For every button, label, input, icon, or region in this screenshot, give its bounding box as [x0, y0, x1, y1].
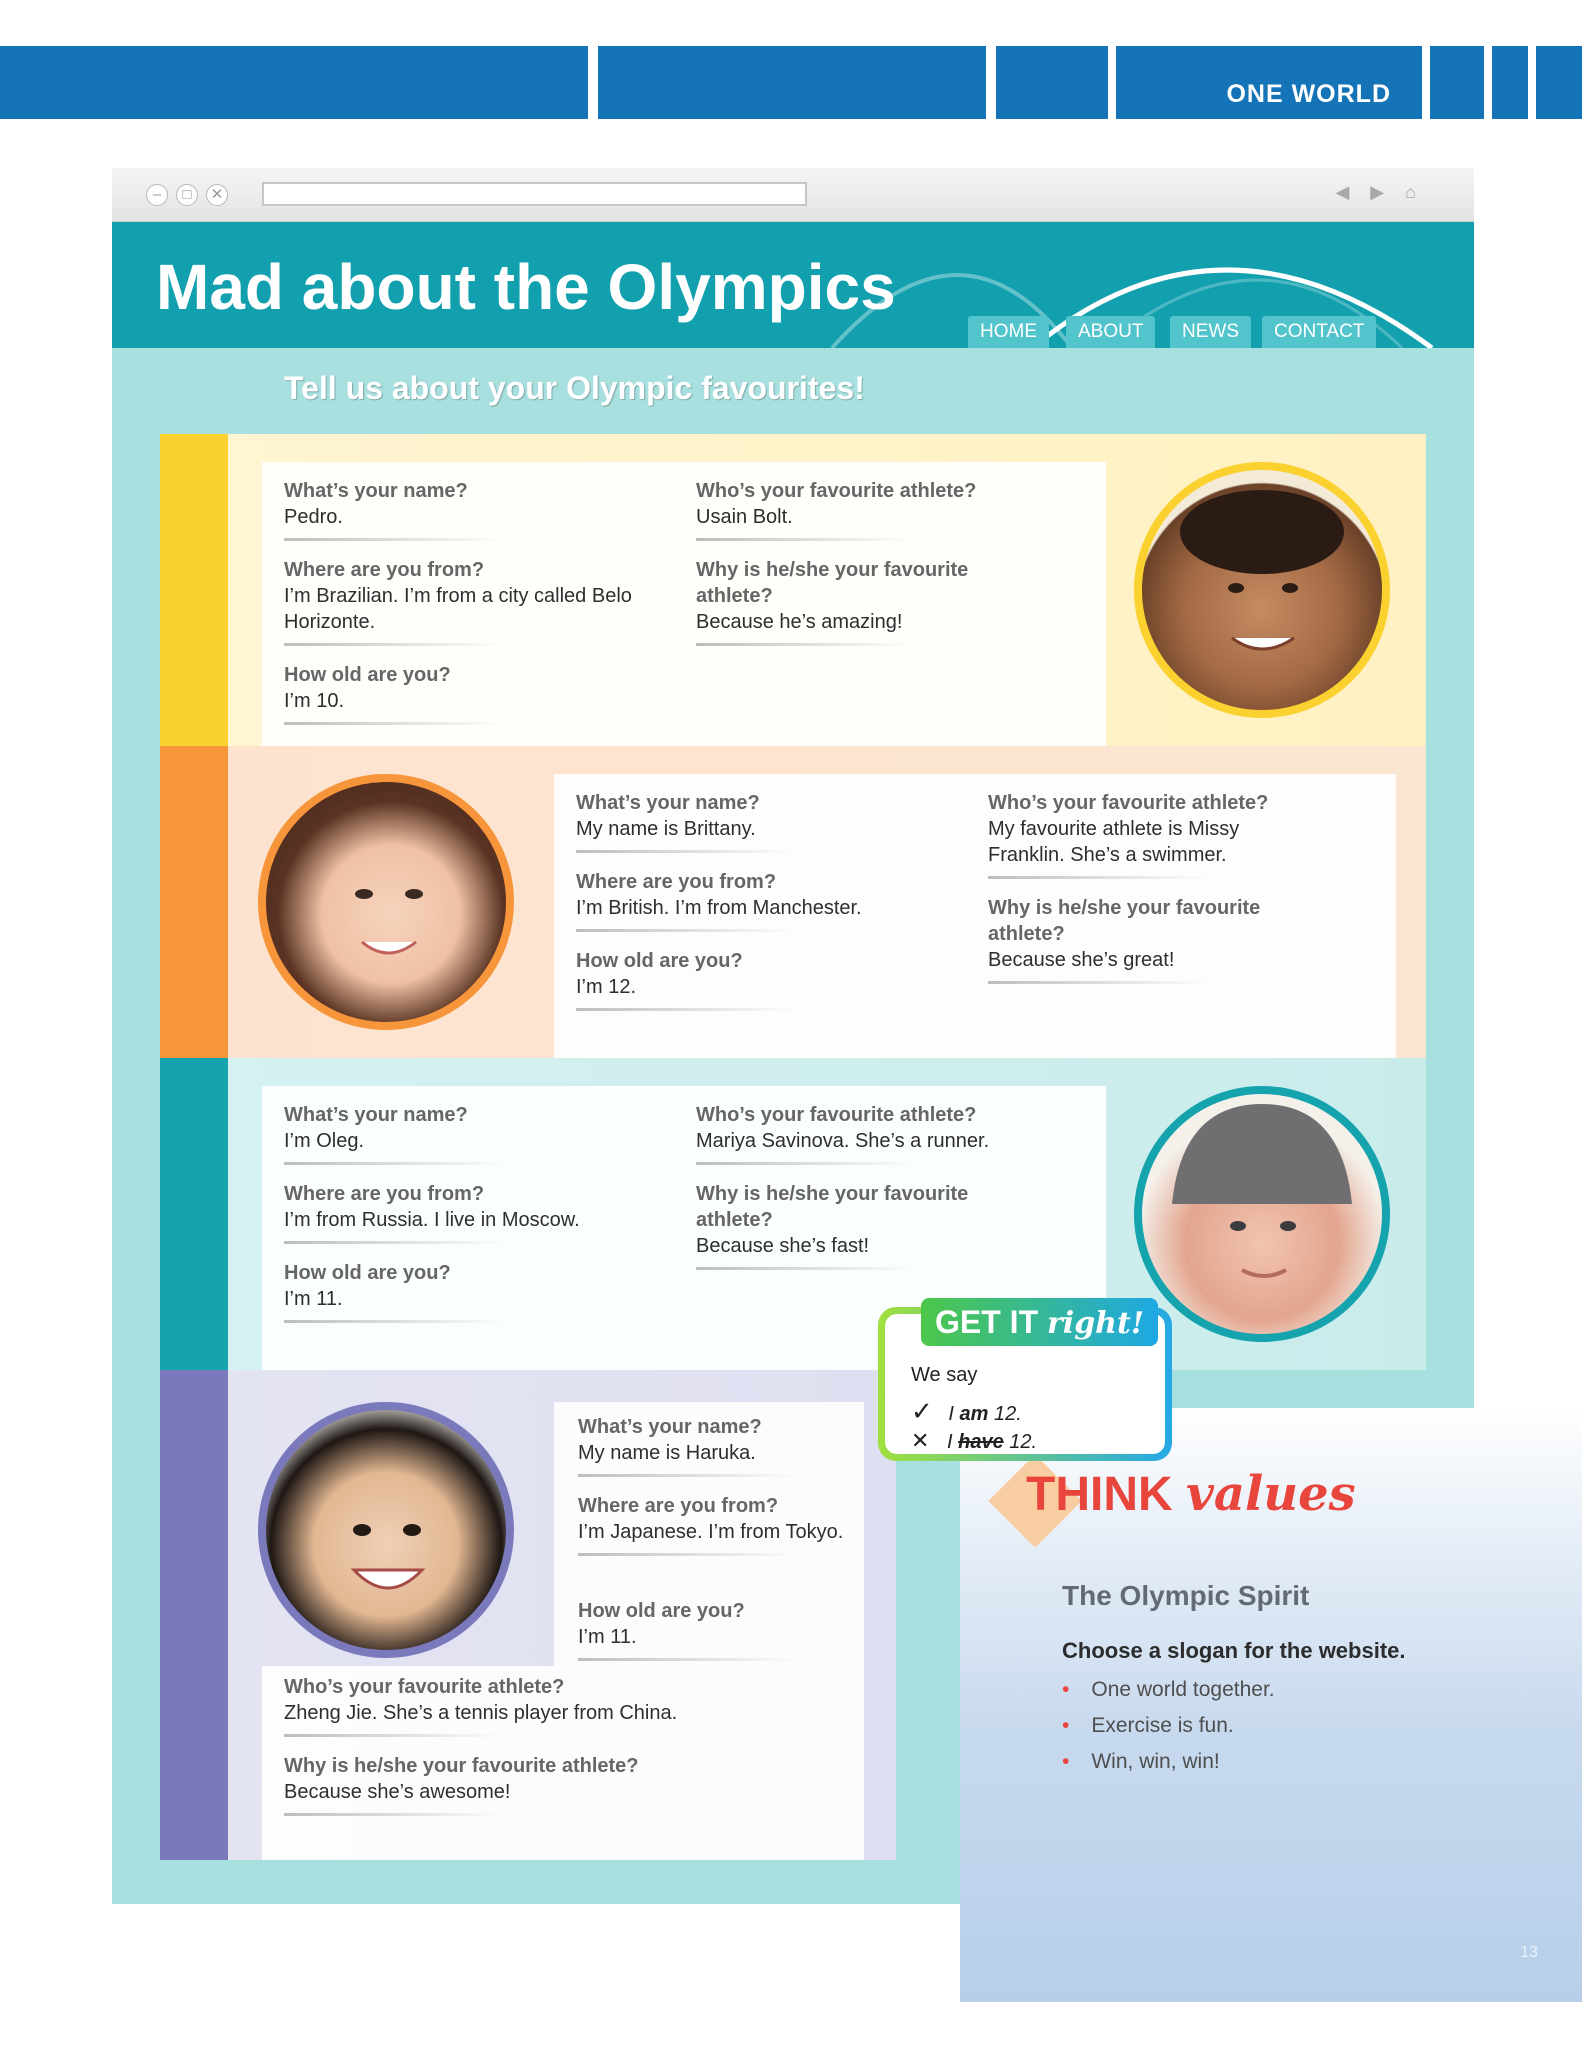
answer-text: I’m Brazilian. I’m from a city called Belo Horizonte.	[284, 585, 632, 633]
get-it-right-content	[885, 1304, 1165, 1454]
answer-text: I’m 12.	[576, 976, 637, 998]
panel-stripe	[160, 1058, 228, 1370]
browser-nav-icons[interactable]: ◀ ▶ ⌂	[1335, 182, 1424, 202]
divider	[284, 1813, 504, 1816]
get-it-intro: We say	[911, 1364, 978, 1386]
question-text: Why is he/she your favourite athlete?	[696, 1183, 969, 1231]
menu-item-home[interactable]: HOME	[968, 316, 1049, 348]
menu-item-news[interactable]: NEWS	[1170, 316, 1251, 348]
profile-photo-haruka	[258, 1402, 514, 1658]
qa-item	[576, 869, 956, 932]
menu-item-contact[interactable]: CONTACT	[1262, 316, 1376, 348]
question-text: How old are you?	[576, 950, 743, 972]
wrong-prefix: I	[947, 1431, 953, 1453]
profile-photo-brittany	[258, 774, 514, 1030]
correct-example	[911, 1396, 1022, 1427]
qa-item	[284, 557, 664, 646]
divider	[576, 929, 796, 932]
list-item	[1062, 1744, 1275, 1780]
divider	[696, 538, 916, 541]
correct-verb: am	[959, 1403, 989, 1425]
profile-panel-oleg	[160, 1058, 1426, 1370]
qa-item	[988, 895, 1318, 984]
banner-segment	[1536, 46, 1582, 119]
qa-item	[284, 1102, 664, 1165]
top-banner	[0, 46, 1582, 119]
question-text: Where are you from?	[284, 559, 485, 581]
profile-card	[554, 774, 1396, 1058]
answer-text: Usain Bolt.	[696, 506, 793, 528]
panel-stripe	[160, 434, 228, 746]
question-text: What’s your name?	[576, 792, 760, 814]
banner-segment	[1492, 46, 1528, 119]
qa-item	[284, 662, 664, 725]
qa-item	[284, 478, 664, 541]
banner-segment	[1430, 46, 1484, 119]
question-text: Why is he/she your favourite athlete?	[696, 559, 969, 607]
qa-item	[284, 1181, 664, 1244]
profile-photo-oleg	[1134, 1086, 1390, 1342]
question-text: Where are you from?	[578, 1495, 779, 1517]
question-text: Where are you from?	[284, 1183, 485, 1205]
answer-text: I’m 11.	[578, 1626, 637, 1648]
question-text: Who’s your favourite athlete?	[284, 1676, 565, 1698]
banner-segment	[598, 46, 986, 119]
get-it-title-main: GET IT	[935, 1304, 1039, 1340]
profile-card	[262, 462, 1106, 746]
qa-item	[696, 1181, 1026, 1270]
answer-text: Mariya Savinova. She’s a runner.	[696, 1130, 990, 1152]
profile-photo-pedro	[1134, 462, 1390, 718]
qa-item	[284, 1260, 664, 1323]
wrong-suffix: 12.	[1009, 1431, 1038, 1453]
slogan-option: One world together.	[1091, 1678, 1275, 1701]
divider	[988, 981, 1208, 984]
check-icon: ✓	[911, 1396, 933, 1426]
think-title-script: values	[1186, 1466, 1356, 1522]
panel-stripe	[160, 746, 228, 1058]
correct-prefix: I	[948, 1403, 954, 1425]
answer-text: My name is Brittany.	[576, 818, 756, 840]
wrong-verb: have	[958, 1431, 1004, 1453]
divider	[284, 1162, 504, 1165]
divider	[578, 1658, 798, 1661]
answer-text: I’m Oleg.	[284, 1130, 365, 1152]
get-it-title-script: right!	[1047, 1306, 1145, 1341]
minimize-icon[interactable]: –	[146, 184, 168, 206]
maximize-icon[interactable]: □	[176, 184, 198, 206]
divider	[578, 1474, 798, 1477]
close-icon[interactable]: ✕	[206, 184, 228, 206]
qa-item	[284, 1674, 844, 1737]
page-number: 13	[1520, 1944, 1538, 1961]
think-title-main: THINK	[1026, 1468, 1173, 1521]
divider	[284, 1320, 504, 1323]
bullet-icon: •	[1062, 1714, 1070, 1737]
qa-item	[576, 790, 956, 853]
think-subtitle: The Olympic Spirit	[1062, 1580, 1310, 1611]
get-it-right-box	[878, 1304, 1172, 1461]
wrong-example	[911, 1428, 1037, 1454]
answer-text: Zheng Jie. She’s a tennis player from China.	[284, 1702, 678, 1724]
qa-item	[578, 1493, 848, 1556]
question-text: How old are you?	[578, 1600, 745, 1622]
divider	[578, 1553, 798, 1556]
browser-toolbar	[112, 168, 1474, 222]
divider	[284, 538, 504, 541]
profile-panel-pedro	[160, 434, 1426, 746]
question-text: Where are you from?	[576, 871, 777, 893]
cross-icon: ✕	[911, 1428, 930, 1453]
answer-text: I’m Japanese. I’m from Tokyo.	[578, 1521, 844, 1543]
site-title: Mad about the Olympics	[156, 251, 896, 323]
divider	[284, 643, 504, 646]
answer-text: Because she’s fast!	[696, 1235, 870, 1257]
think-values-box	[960, 1408, 1582, 2002]
slogan-option: Win, win, win!	[1091, 1750, 1220, 1773]
answer-text: Because he’s amazing!	[696, 611, 903, 633]
question-text: Who’s your favourite athlete?	[696, 1104, 977, 1126]
question-text: What’s your name?	[284, 480, 468, 502]
qa-item	[284, 1753, 844, 1816]
divider	[576, 1008, 796, 1011]
answer-text: Pedro.	[284, 506, 343, 528]
slogan-option: Exercise is fun.	[1091, 1714, 1234, 1737]
divider	[696, 1162, 916, 1165]
answer-text: My favourite athlete is Missy Franklin. She’s a swimmer.	[988, 818, 1240, 866]
answer-text: I’m from Russia. I live in Moscow.	[284, 1209, 580, 1231]
profile-card	[262, 1666, 864, 1860]
qa-item	[578, 1414, 848, 1477]
question-text: Who’s your favourite athlete?	[988, 792, 1269, 814]
slogan-list	[1062, 1672, 1275, 1780]
answer-text: Because she’s awesome!	[284, 1781, 511, 1803]
answer-text: I’m 10.	[284, 690, 345, 712]
divider	[576, 850, 796, 853]
site-header	[112, 222, 1474, 348]
list-item	[1062, 1708, 1275, 1744]
answer-text: Because she’s great!	[988, 949, 1175, 971]
question-text: How old are you?	[284, 664, 451, 686]
divider	[988, 876, 1208, 879]
menu-item-about[interactable]: ABOUT	[1066, 316, 1155, 348]
question-text: What’s your name?	[284, 1104, 468, 1126]
think-task: Choose a slogan for the website.	[1062, 1638, 1406, 1663]
list-item	[1062, 1672, 1275, 1708]
profile-panel-brittany	[160, 746, 1426, 1058]
bullet-icon: •	[1062, 1750, 1070, 1773]
get-it-right-title	[921, 1298, 1158, 1346]
qa-item	[578, 1598, 848, 1661]
qa-item	[696, 1102, 1046, 1165]
qa-item	[576, 948, 956, 1011]
question-text: Why is he/she your favourite athlete?	[988, 897, 1261, 945]
question-text: How old are you?	[284, 1262, 451, 1284]
divider	[284, 1241, 504, 1244]
correct-suffix: 12.	[993, 1403, 1022, 1425]
answer-text: I’m British. I’m from Manchester.	[576, 897, 862, 919]
banner-segment	[996, 46, 1108, 119]
qa-item	[696, 478, 1026, 541]
divider	[696, 1267, 916, 1270]
qa-item	[696, 557, 1026, 646]
panel-stripe	[160, 1370, 228, 1860]
address-bar[interactable]	[262, 182, 807, 206]
divider	[284, 1734, 504, 1737]
divider	[284, 722, 504, 725]
divider	[696, 643, 916, 646]
question-text: Who’s your favourite athlete?	[696, 480, 977, 502]
bullet-icon: •	[1062, 1678, 1070, 1701]
answer-text: My name is Haruka.	[578, 1442, 756, 1464]
question-text: What’s your name?	[578, 1416, 762, 1438]
banner-segment	[0, 46, 588, 119]
unit-label: ONE WORLD	[1226, 80, 1391, 108]
profile-panel-haruka	[160, 1370, 896, 1860]
answer-text: I’m 11.	[284, 1288, 343, 1310]
profile-card	[554, 1402, 864, 1666]
page-tagline: Tell us about your Olympic favourites!	[284, 370, 865, 406]
qa-item	[988, 790, 1318, 879]
question-text: Why is he/she your favourite athlete?	[284, 1755, 639, 1777]
think-values-title	[1026, 1466, 1356, 1522]
